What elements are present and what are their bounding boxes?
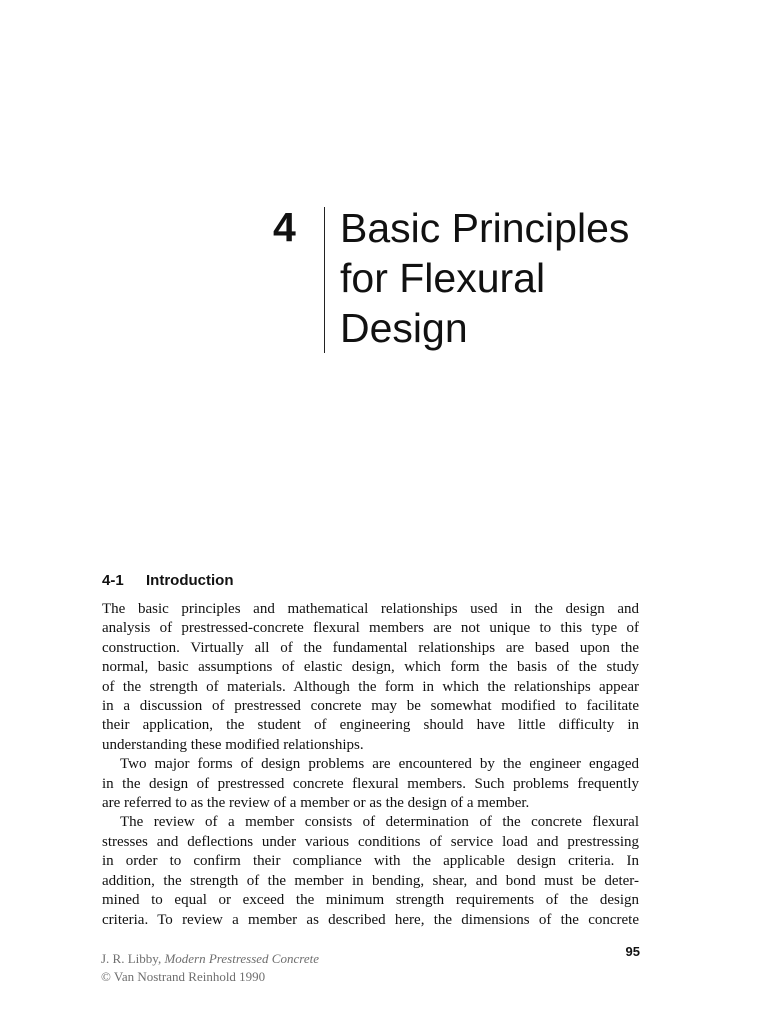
text-line: Two major forms of design problems are encountered by the engineer engaged bbox=[120, 756, 639, 773]
footer-author: J. R. Libby, bbox=[101, 951, 162, 966]
chapter-title-line: Basic Principles bbox=[340, 205, 630, 251]
text-line: mined to equal or exceed the minimum strength requirements of the design bbox=[102, 892, 639, 909]
chapter-title bbox=[340, 203, 629, 353]
body-text bbox=[102, 600, 639, 930]
footer-book-title: Modern Prestressed Concrete bbox=[164, 951, 319, 966]
text-line: understanding these modified relationships. bbox=[102, 736, 364, 753]
text-line: their application, the student of engineering should have little difficulty in bbox=[102, 717, 639, 734]
text-line: in a discussion of prestressed concrete may be somewhat modified to facilitate bbox=[102, 698, 639, 715]
footer-citation-line bbox=[101, 950, 319, 968]
text-line: The basic principles and mathematical relationships used in the design and bbox=[102, 601, 639, 617]
text-line: criteria. To review a member as described here, the dimensions of the concrete bbox=[102, 911, 639, 928]
section-heading bbox=[102, 571, 233, 591]
text-line: normal, basic assumptions of elastic design, which form the basis of the study bbox=[102, 659, 639, 676]
text-line: The review of a member consists of determination of the concrete flexural bbox=[120, 814, 639, 831]
chapter-divider-rule bbox=[324, 207, 325, 353]
chapter-title-line: Design bbox=[340, 305, 468, 351]
text-line: in order to confirm their compliance with the applicable design criteria. In bbox=[102, 853, 639, 870]
footer-citation bbox=[101, 950, 319, 986]
text-line: are referred to as the review of a member or as the design of a member. bbox=[102, 795, 530, 812]
text-line: in the design of prestressed concrete flexural members. Such problems frequently bbox=[102, 775, 639, 792]
chapter-title-line: for Flexural bbox=[340, 255, 546, 301]
page-number: 95 bbox=[625, 944, 640, 959]
footer-copyright: © Van Nostrand Reinhold 1990 bbox=[101, 969, 266, 984]
text-line: addition, the strength of the member in bending, shear, and bond must be deter- bbox=[102, 872, 639, 889]
text-line: of the strength of materials. Although the form in which the relationships appear bbox=[102, 678, 639, 695]
text-line: construction. Virtually all of the fundamental relationships are based upon the bbox=[102, 639, 639, 656]
chapter-number: 4 bbox=[273, 204, 296, 250]
section-title: Introduction bbox=[146, 572, 234, 589]
section-number: 4-1 bbox=[102, 572, 124, 589]
text-line: analysis of prestressed-concrete flexural members are not unique to this type of bbox=[102, 620, 639, 637]
text-line: stresses and deflections under various conditions of service load and prestressing bbox=[102, 833, 639, 850]
